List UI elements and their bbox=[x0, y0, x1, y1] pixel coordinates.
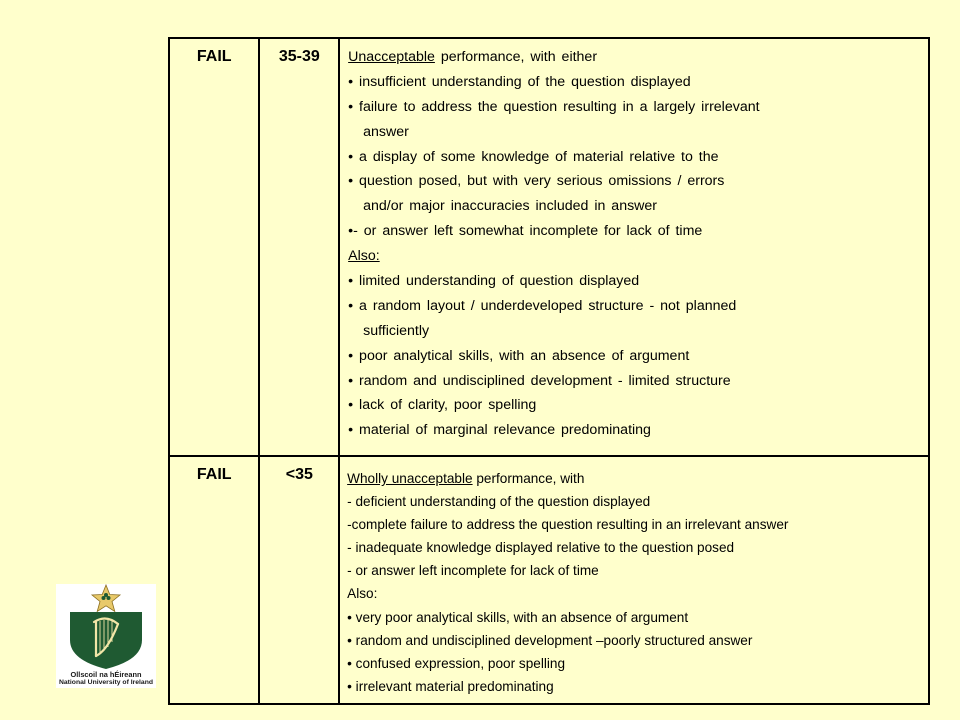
description-line: • question posed, but with very serious omissions / errors bbox=[348, 173, 725, 190]
nui-logo bbox=[56, 584, 156, 688]
description-line: • a display of some knowledge of material relative to the bbox=[348, 148, 719, 165]
logo-text-english: National University of Ireland bbox=[58, 679, 154, 686]
grading-table bbox=[168, 37, 930, 705]
description-line: - inadequate knowledge displayed relative to the question posed bbox=[347, 540, 735, 556]
description-line: -complete failure to address the question resulting in an irrelevant answer bbox=[347, 517, 789, 533]
description-line: Also: bbox=[348, 248, 380, 265]
grade-cell: FAIL bbox=[169, 38, 259, 456]
range-cell: 35-39 bbox=[259, 38, 339, 456]
description-line: Wholly unacceptable performance, with bbox=[347, 471, 585, 486]
description-cell bbox=[339, 38, 929, 456]
description-line: - or answer left incomplete for lack of time bbox=[347, 563, 599, 579]
description-line: • material of marginal relevance predominating bbox=[348, 422, 651, 439]
description-line: • random and undisciplined development - limited structure bbox=[348, 372, 731, 389]
description-line: • insufficient understanding of the question displayed bbox=[348, 73, 691, 90]
shield-icon bbox=[70, 612, 142, 669]
description-line: and/or major inaccuracies included in answer bbox=[363, 198, 658, 215]
description-line: • irrelevant material predominating bbox=[347, 678, 554, 694]
description-line: Unacceptable performance, with either bbox=[348, 49, 598, 65]
description-line: • lack of clarity, poor spelling bbox=[348, 397, 537, 414]
grade-cell: FAIL bbox=[169, 456, 259, 704]
description-line: • poor analytical skills, with an absence of argument bbox=[348, 347, 690, 364]
description-line: • random and undisciplined development –poorly structured answer bbox=[347, 632, 753, 648]
description-line: Also: bbox=[347, 586, 378, 602]
star-icon bbox=[92, 585, 120, 612]
description-line: • failure to address the question resulting in a largely irrelevant bbox=[348, 98, 760, 115]
description-line: sufficiently bbox=[363, 322, 430, 339]
description-line: • confused expression, poor spelling bbox=[347, 655, 565, 671]
description-line: •- or answer left somewhat incomplete for lack of time bbox=[348, 223, 703, 240]
table-row bbox=[169, 38, 929, 456]
description-line: • a random layout / underdeveloped structure - not planned bbox=[348, 297, 737, 314]
description-line: • very poor analytical skills, with an absence of argument bbox=[347, 609, 689, 625]
table-row bbox=[169, 456, 929, 704]
description-cell bbox=[339, 456, 929, 704]
description-line: • limited understanding of question displayed bbox=[348, 273, 640, 290]
description-line: answer bbox=[363, 123, 409, 140]
range-cell: <35 bbox=[259, 456, 339, 704]
harp-shield-icon bbox=[56, 584, 156, 670]
logo-text-irish: Ollscoil na hÉireann bbox=[70, 670, 142, 679]
description-line: - deficient understanding of the question displayed bbox=[347, 494, 651, 510]
